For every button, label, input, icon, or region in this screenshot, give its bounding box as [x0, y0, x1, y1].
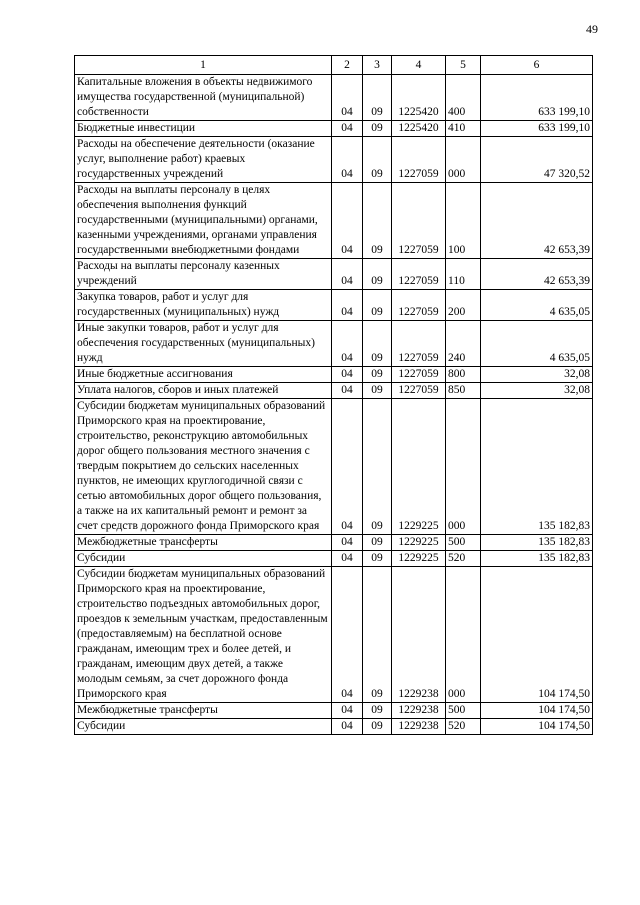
expense-type-cell: 000: [446, 399, 481, 535]
row-name-cell: Субсидии бюджетам муниципальных образований Приморского края на проектирование, строительство, реконструкцию автомобильных дорог общего пользования местного значения с твердым покрытием до сельских населенных пунктов, не имеющих круглогодичной связи с сетью автомобильных дорог общего пользования, а также на их капитальный ремонт и ремонт за счет средств дорожного фонда Приморского края: [75, 399, 332, 535]
target-article-cell: 1225420: [392, 75, 446, 121]
sum-cell: 633 199,10: [481, 75, 593, 121]
expense-type-cell: 800: [446, 367, 481, 383]
target-article-cell: 1227059: [392, 137, 446, 183]
expense-type-cell: 110: [446, 259, 481, 290]
section-cell: 04: [332, 290, 363, 321]
row-name-cell: Уплата налогов, сборов и иных платежей: [75, 383, 332, 399]
target-article-cell: 1229225: [392, 551, 446, 567]
sum-cell: 42 653,39: [481, 183, 593, 259]
subsection-cell: 09: [363, 399, 392, 535]
row-name-cell: Субсидии: [75, 551, 332, 567]
section-cell: 04: [332, 137, 363, 183]
sum-cell: 135 182,83: [481, 399, 593, 535]
row-name-cell: Капитальные вложения в объекты недвижимого имущества государственной (муниципальной) собственности: [75, 75, 332, 121]
section-cell: 04: [332, 383, 363, 399]
expense-type-cell: 200: [446, 290, 481, 321]
target-article-cell: 1227059: [392, 321, 446, 367]
sum-cell: 633 199,10: [481, 121, 593, 137]
target-article-cell: 1227059: [392, 383, 446, 399]
row-name-cell: Иные бюджетные ассигнования: [75, 367, 332, 383]
sum-cell: 104 174,50: [481, 703, 593, 719]
sum-cell: 135 182,83: [481, 535, 593, 551]
target-article-cell: 1229238: [392, 703, 446, 719]
target-article-cell: 1227059: [392, 259, 446, 290]
section-cell: 04: [332, 183, 363, 259]
sum-cell: 42 653,39: [481, 259, 593, 290]
target-article-cell: 1225420: [392, 121, 446, 137]
row-name-cell: Расходы на выплаты персоналу казенных учреждений: [75, 259, 332, 290]
section-cell: 04: [332, 551, 363, 567]
sum-cell: 4 635,05: [481, 290, 593, 321]
section-cell: 04: [332, 121, 363, 137]
section-cell: 04: [332, 367, 363, 383]
column-header: 5: [446, 56, 481, 75]
subsection-cell: 09: [363, 137, 392, 183]
sum-cell: 32,08: [481, 367, 593, 383]
row-name-cell: Субсидии: [75, 719, 332, 735]
sum-cell: 4 635,05: [481, 321, 593, 367]
subsection-cell: 09: [363, 183, 392, 259]
section-cell: 04: [332, 535, 363, 551]
target-article-cell: 1229238: [392, 567, 446, 703]
table-row: [75, 703, 593, 719]
subsection-cell: 09: [363, 719, 392, 735]
subsection-cell: 09: [363, 551, 392, 567]
subsection-cell: 09: [363, 121, 392, 137]
row-name-cell: Иные закупки товаров, работ и услуг для обеспечения государственных (муниципальных) нужд: [75, 321, 332, 367]
row-name-cell: Расходы на выплаты персоналу в целях обеспечения выполнения функций государственными (муниципальными) органами, казенными учреждениями, органами управления государственными внебюджетными фондами: [75, 183, 332, 259]
table-row: [75, 121, 593, 137]
row-name-cell: Расходы на обеспечение деятельности (оказание услуг, выполнение работ) краевых государственных учреждений: [75, 137, 332, 183]
subsection-cell: 09: [363, 535, 392, 551]
target-article-cell: 1227059: [392, 290, 446, 321]
column-header: 2: [332, 56, 363, 75]
table-row: [75, 719, 593, 735]
sum-cell: 47 320,52: [481, 137, 593, 183]
sum-cell: 135 182,83: [481, 551, 593, 567]
subsection-cell: 09: [363, 259, 392, 290]
table-row: [75, 137, 593, 183]
expense-type-cell: 100: [446, 183, 481, 259]
expense-type-cell: 240: [446, 321, 481, 367]
expense-type-cell: 500: [446, 535, 481, 551]
section-cell: 04: [332, 703, 363, 719]
table-row: [75, 551, 593, 567]
column-header: 1: [75, 56, 332, 75]
table-row: [75, 367, 593, 383]
row-name-cell: Субсидии бюджетам муниципальных образований Приморского края на проектирование, строительство подъездных автомобильных дорог, проездов к земельным участкам, предоставленным (предоставляемым) на бесплатной основе гражданам, имеющим трех и более детей, и гражданам, имеющим двух детей, а также молодым семьям, за счет дорожного фонда Приморского края: [75, 567, 332, 703]
target-article-cell: 1227059: [392, 183, 446, 259]
subsection-cell: 09: [363, 321, 392, 367]
table-row: [75, 383, 593, 399]
section-cell: 04: [332, 719, 363, 735]
subsection-cell: 09: [363, 703, 392, 719]
subsection-cell: 09: [363, 290, 392, 321]
section-cell: 04: [332, 259, 363, 290]
table-row: [75, 183, 593, 259]
table-row: [75, 399, 593, 535]
expense-type-cell: 520: [446, 719, 481, 735]
target-article-cell: 1229225: [392, 535, 446, 551]
table-row: [75, 321, 593, 367]
row-name-cell: Межбюджетные трансферты: [75, 535, 332, 551]
page-number: 49: [586, 22, 598, 36]
row-name-cell: Закупка товаров, работ и услуг для государственных (муниципальных) нужд: [75, 290, 332, 321]
column-header: 3: [363, 56, 392, 75]
sum-cell: 104 174,50: [481, 719, 593, 735]
table-row: [75, 567, 593, 703]
target-article-cell: 1229225: [392, 399, 446, 535]
expense-type-cell: 520: [446, 551, 481, 567]
subsection-cell: 09: [363, 367, 392, 383]
sum-cell: 104 174,50: [481, 567, 593, 703]
target-article-cell: 1227059: [392, 367, 446, 383]
table-row: [75, 290, 593, 321]
expense-type-cell: 850: [446, 383, 481, 399]
table-row: [75, 75, 593, 121]
target-article-cell: 1229238: [392, 719, 446, 735]
table-header-row: [75, 56, 593, 75]
section-cell: 04: [332, 399, 363, 535]
section-cell: 04: [332, 75, 363, 121]
section-cell: 04: [332, 567, 363, 703]
expense-type-cell: 000: [446, 137, 481, 183]
expense-type-cell: 000: [446, 567, 481, 703]
expense-type-cell: 400: [446, 75, 481, 121]
row-name-cell: Бюджетные инвестиции: [75, 121, 332, 137]
column-header: 6: [481, 56, 593, 75]
budget-table: [74, 55, 593, 735]
subsection-cell: 09: [363, 567, 392, 703]
table-row: [75, 535, 593, 551]
expense-type-cell: 410: [446, 121, 481, 137]
section-cell: 04: [332, 321, 363, 367]
subsection-cell: 09: [363, 75, 392, 121]
expense-type-cell: 500: [446, 703, 481, 719]
sum-cell: 32,08: [481, 383, 593, 399]
subsection-cell: 09: [363, 383, 392, 399]
table-row: [75, 259, 593, 290]
column-header: 4: [392, 56, 446, 75]
row-name-cell: Межбюджетные трансферты: [75, 703, 332, 719]
